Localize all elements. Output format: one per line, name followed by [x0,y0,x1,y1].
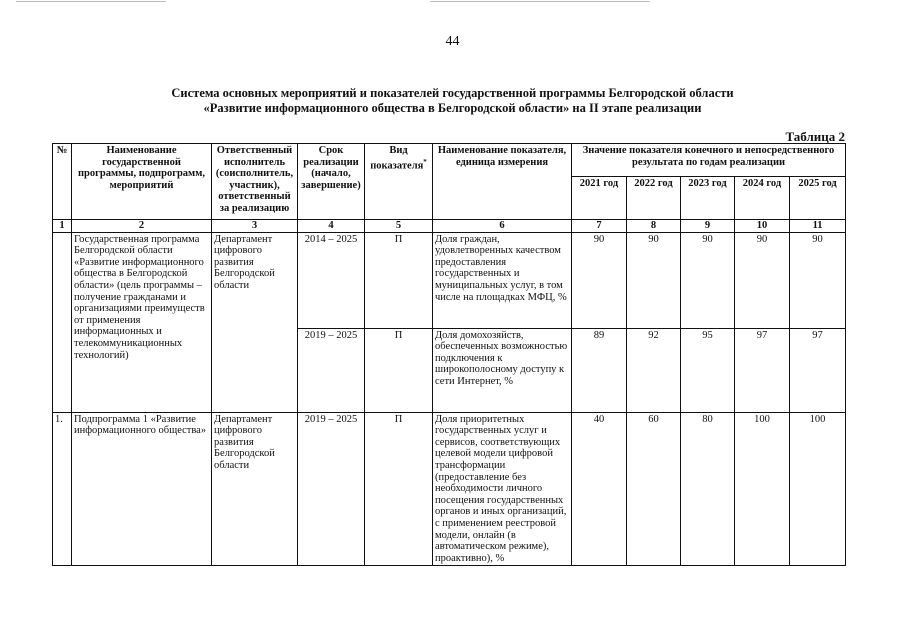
program-name: Государственная программа Белгородской области «Развитие информационного общества в Белгородской области» (цель программы – получение гражданами и организациями преимуществ от применения информационных и телекоммуникационных технологий) [72,232,212,412]
header-name: Наименование государственной программы, подпрограмм, мероприятий [72,144,212,220]
indicator-type: П [365,328,433,412]
program-measures-table [52,143,846,566]
column-number: 1 [53,220,72,233]
header-responsible: Ответственный исполнитель (соисполнитель, участник), ответственный за реализацию [212,144,298,220]
value-2022: 90 [627,232,681,328]
column-number: 11 [790,220,846,233]
header-type-footnote-mark: * [423,157,427,166]
value-2022: 60 [627,412,681,566]
header-year-2022: 2022 год [627,177,681,220]
column-number: 10 [735,220,790,233]
column-number-row [53,220,846,233]
value-2024: 97 [735,328,790,412]
header-indicator: Наименование показателя, единица измерения [433,144,572,220]
indicator-type: П [365,232,433,328]
table-row [53,232,846,328]
indicator-name: Доля граждан, удовлетворенных качеством предоставления государственных и муниципальных услуг, в том числе на площадках МФЦ, % [433,232,572,328]
header-row [53,144,846,177]
value-2021: 40 [572,412,627,566]
column-number: 5 [365,220,433,233]
table-row [53,412,846,566]
implementation-period: 2019 – 2025 [298,412,365,566]
value-2023: 80 [681,412,735,566]
header-year-2024: 2024 год [735,177,790,220]
page-number: 44 [445,34,460,49]
indicator-name: Доля приоритетных государственных услуг и сервисов, соответствующих целевой модели цифровой трансформации (предоставление без необходимости личного посещения государственных органов и иных организаций, с применением реестровой модели, онлайн (в автоматическом режиме), проактивно), % [433,412,572,566]
document-title [0,86,905,116]
scan-edge-line-left [16,1,166,2]
row-num: 1. [53,412,72,566]
value-2023: 90 [681,232,735,328]
header-type-label: Вид показателя [370,145,424,172]
header-type [365,144,433,220]
column-number: 4 [298,220,365,233]
value-2022: 92 [627,328,681,412]
header-num: № [53,144,72,220]
value-2024: 90 [735,232,790,328]
header-values-group: Значение показателя конечного и непосредственного результата по годам реализации [572,144,846,177]
implementation-period: 2019 – 2025 [298,328,365,412]
header-period: Срок реализации (начало, завершение) [298,144,365,220]
scan-edge-line-right [430,1,650,2]
indicator-type: П [365,412,433,566]
responsible-executor: Департамент цифрового развития Белгородской области [212,412,298,566]
value-2025: 90 [790,232,846,328]
title-line-1: Система основных мероприятий и показателей государственной программы Белгородской области [171,86,734,100]
subprogram-name: Подпрограмма 1 «Развитие информационного общества» [72,412,212,566]
table-label: Таблица 2 [785,129,845,144]
value-2025: 100 [790,412,846,566]
value-2021: 89 [572,328,627,412]
header-year-2021: 2021 год [572,177,627,220]
indicator-name: Доля домохозяйств, обеспеченных возможностью подключения к широкополосному доступу к сети Интернет, % [433,328,572,412]
value-2025: 97 [790,328,846,412]
column-number: 6 [433,220,572,233]
row-num [53,232,72,412]
column-number: 2 [72,220,212,233]
header-year-2025: 2025 год [790,177,846,220]
column-number: 9 [681,220,735,233]
title-line-2: «Развитие информационного общества в Белгородской области» на II этапе реализации [203,101,702,115]
column-number: 8 [627,220,681,233]
responsible-executor: Департамент цифрового развития Белгородской области [212,232,298,412]
column-number: 7 [572,220,627,233]
header-year-2023: 2023 год [681,177,735,220]
value-2021: 90 [572,232,627,328]
column-number: 3 [212,220,298,233]
value-2024: 100 [735,412,790,566]
implementation-period: 2014 – 2025 [298,232,365,328]
value-2023: 95 [681,328,735,412]
